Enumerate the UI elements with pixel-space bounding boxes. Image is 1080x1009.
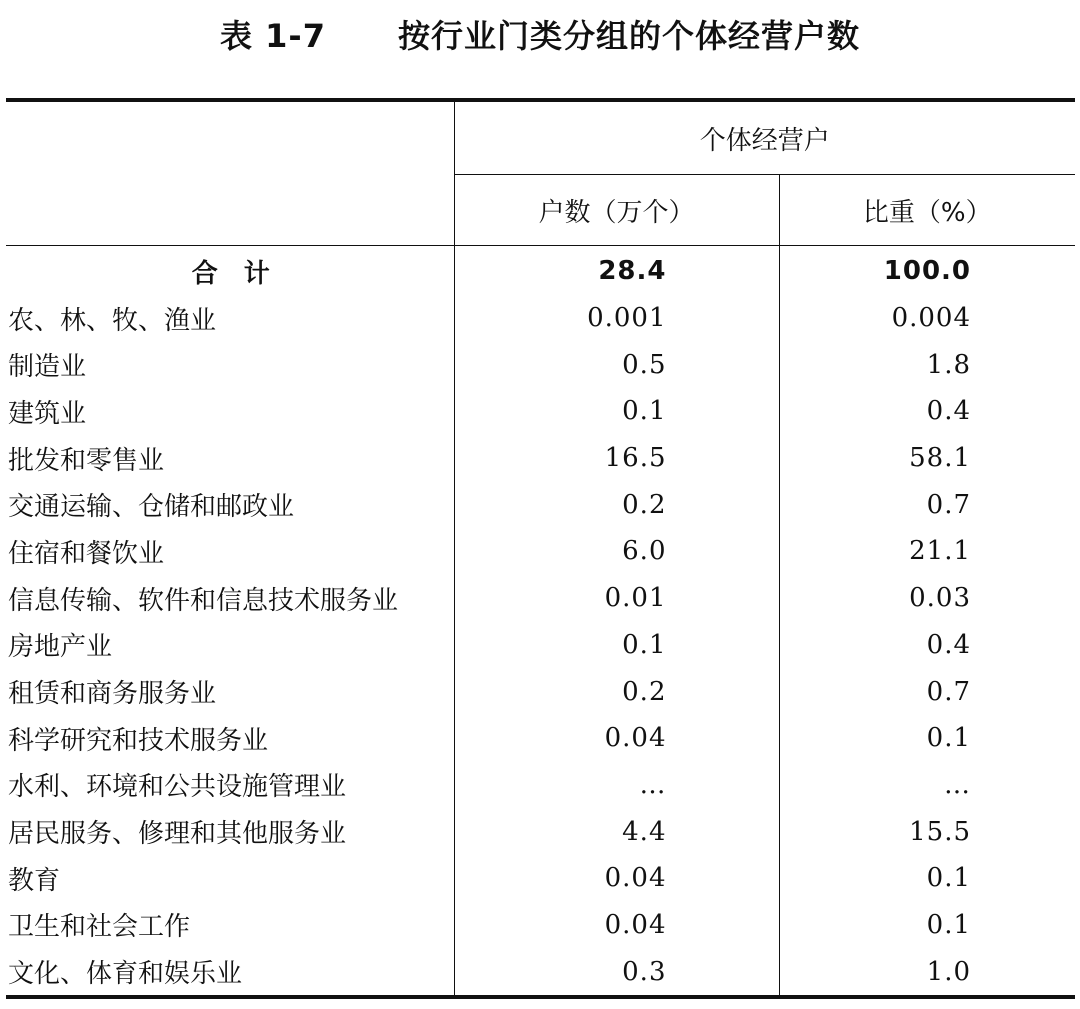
share-cell: 1.0 xyxy=(779,948,1075,997)
table-title xyxy=(0,10,1080,58)
category-cell: 农、林、牧、渔业 xyxy=(6,295,454,342)
category-cell: 房地产业 xyxy=(6,622,454,669)
table-row xyxy=(6,762,1075,809)
table-row xyxy=(6,295,1075,342)
category-cell: 制造业 xyxy=(6,341,454,388)
count-cell: 6.0 xyxy=(454,528,779,575)
count-cell: … xyxy=(454,762,779,809)
count-cell: 0.001 xyxy=(454,295,779,342)
share-cell: 0.03 xyxy=(909,583,972,614)
table-row xyxy=(6,341,1075,388)
statistics-table xyxy=(6,98,1075,999)
table-row xyxy=(6,481,1075,528)
share-cell: 0.4 xyxy=(926,396,972,427)
category-cell: 批发和零售业 xyxy=(6,435,454,482)
share-cell: 58.1 xyxy=(909,443,972,474)
total-label: 合 计 xyxy=(6,246,454,295)
share-cell: … xyxy=(944,769,972,800)
share-cell: 21.1 xyxy=(909,536,972,567)
category-cell: 住宿和餐饮业 xyxy=(6,528,454,575)
table-row xyxy=(6,435,1075,482)
count-cell: 0.04 xyxy=(454,715,779,762)
count-cell: 0.5 xyxy=(454,341,779,388)
table-row xyxy=(6,902,1075,949)
table-row xyxy=(6,622,1075,669)
header-row-group xyxy=(6,100,1075,175)
table-row xyxy=(6,528,1075,575)
total-share: 100.0 xyxy=(883,256,972,287)
table-row xyxy=(6,388,1075,435)
category-cell: 水利、环境和公共设施管理业 xyxy=(6,762,454,809)
table-caption: 按行业门类分组的个体经营户数 xyxy=(397,17,860,55)
table-row xyxy=(6,948,1075,997)
count-cell: 0.1 xyxy=(454,622,779,669)
category-cell: 科学研究和技术服务业 xyxy=(6,715,454,762)
count-cell: 0.1 xyxy=(454,388,779,435)
share-cell: 0.1 xyxy=(926,909,972,940)
category-cell: 交通运输、仓储和邮政业 xyxy=(6,481,454,528)
category-cell: 卫生和社会工作 xyxy=(6,902,454,949)
table-body xyxy=(6,246,1075,998)
count-cell: 0.04 xyxy=(454,902,779,949)
share-cell: 0.004 xyxy=(891,303,972,334)
total-count: 28.4 xyxy=(454,246,779,295)
count-cell: 0.2 xyxy=(454,481,779,528)
category-cell: 居民服务、修理和其他服务业 xyxy=(6,808,454,855)
category-cell: 建筑业 xyxy=(6,388,454,435)
category-cell: 信息传输、软件和信息技术服务业 xyxy=(6,575,454,622)
count-cell: 0.04 xyxy=(454,855,779,902)
share-cell: 0.4 xyxy=(926,629,972,660)
group-header: 个体经营户 xyxy=(454,100,1075,175)
column-header-share: 比重（%） xyxy=(779,175,1075,246)
count-cell: 16.5 xyxy=(454,435,779,482)
category-cell: 文化、体育和娱乐业 xyxy=(6,948,454,997)
table-row xyxy=(6,715,1075,762)
share-cell: 0.7 xyxy=(926,676,972,707)
category-cell: 教育 xyxy=(6,855,454,902)
column-header-count: 户数（万个） xyxy=(454,175,779,246)
share-cell: 0.1 xyxy=(926,863,972,894)
count-cell: 0.3 xyxy=(454,948,779,997)
category-cell: 租赁和商务服务业 xyxy=(6,668,454,715)
table-row xyxy=(6,855,1075,902)
stub-header xyxy=(6,100,454,246)
share-cell: 0.7 xyxy=(926,489,972,520)
count-cell: 0.2 xyxy=(454,668,779,715)
share-cell: 15.5 xyxy=(909,816,972,847)
count-cell: 4.4 xyxy=(454,808,779,855)
share-cell: 1.8 xyxy=(926,349,972,380)
table-row xyxy=(6,808,1075,855)
total-row xyxy=(6,246,1075,295)
table-row xyxy=(6,668,1075,715)
table-row xyxy=(6,575,1075,622)
table-number: 表 1-7 xyxy=(220,17,326,55)
count-cell: 0.01 xyxy=(454,575,779,622)
share-cell: 0.1 xyxy=(926,723,972,754)
